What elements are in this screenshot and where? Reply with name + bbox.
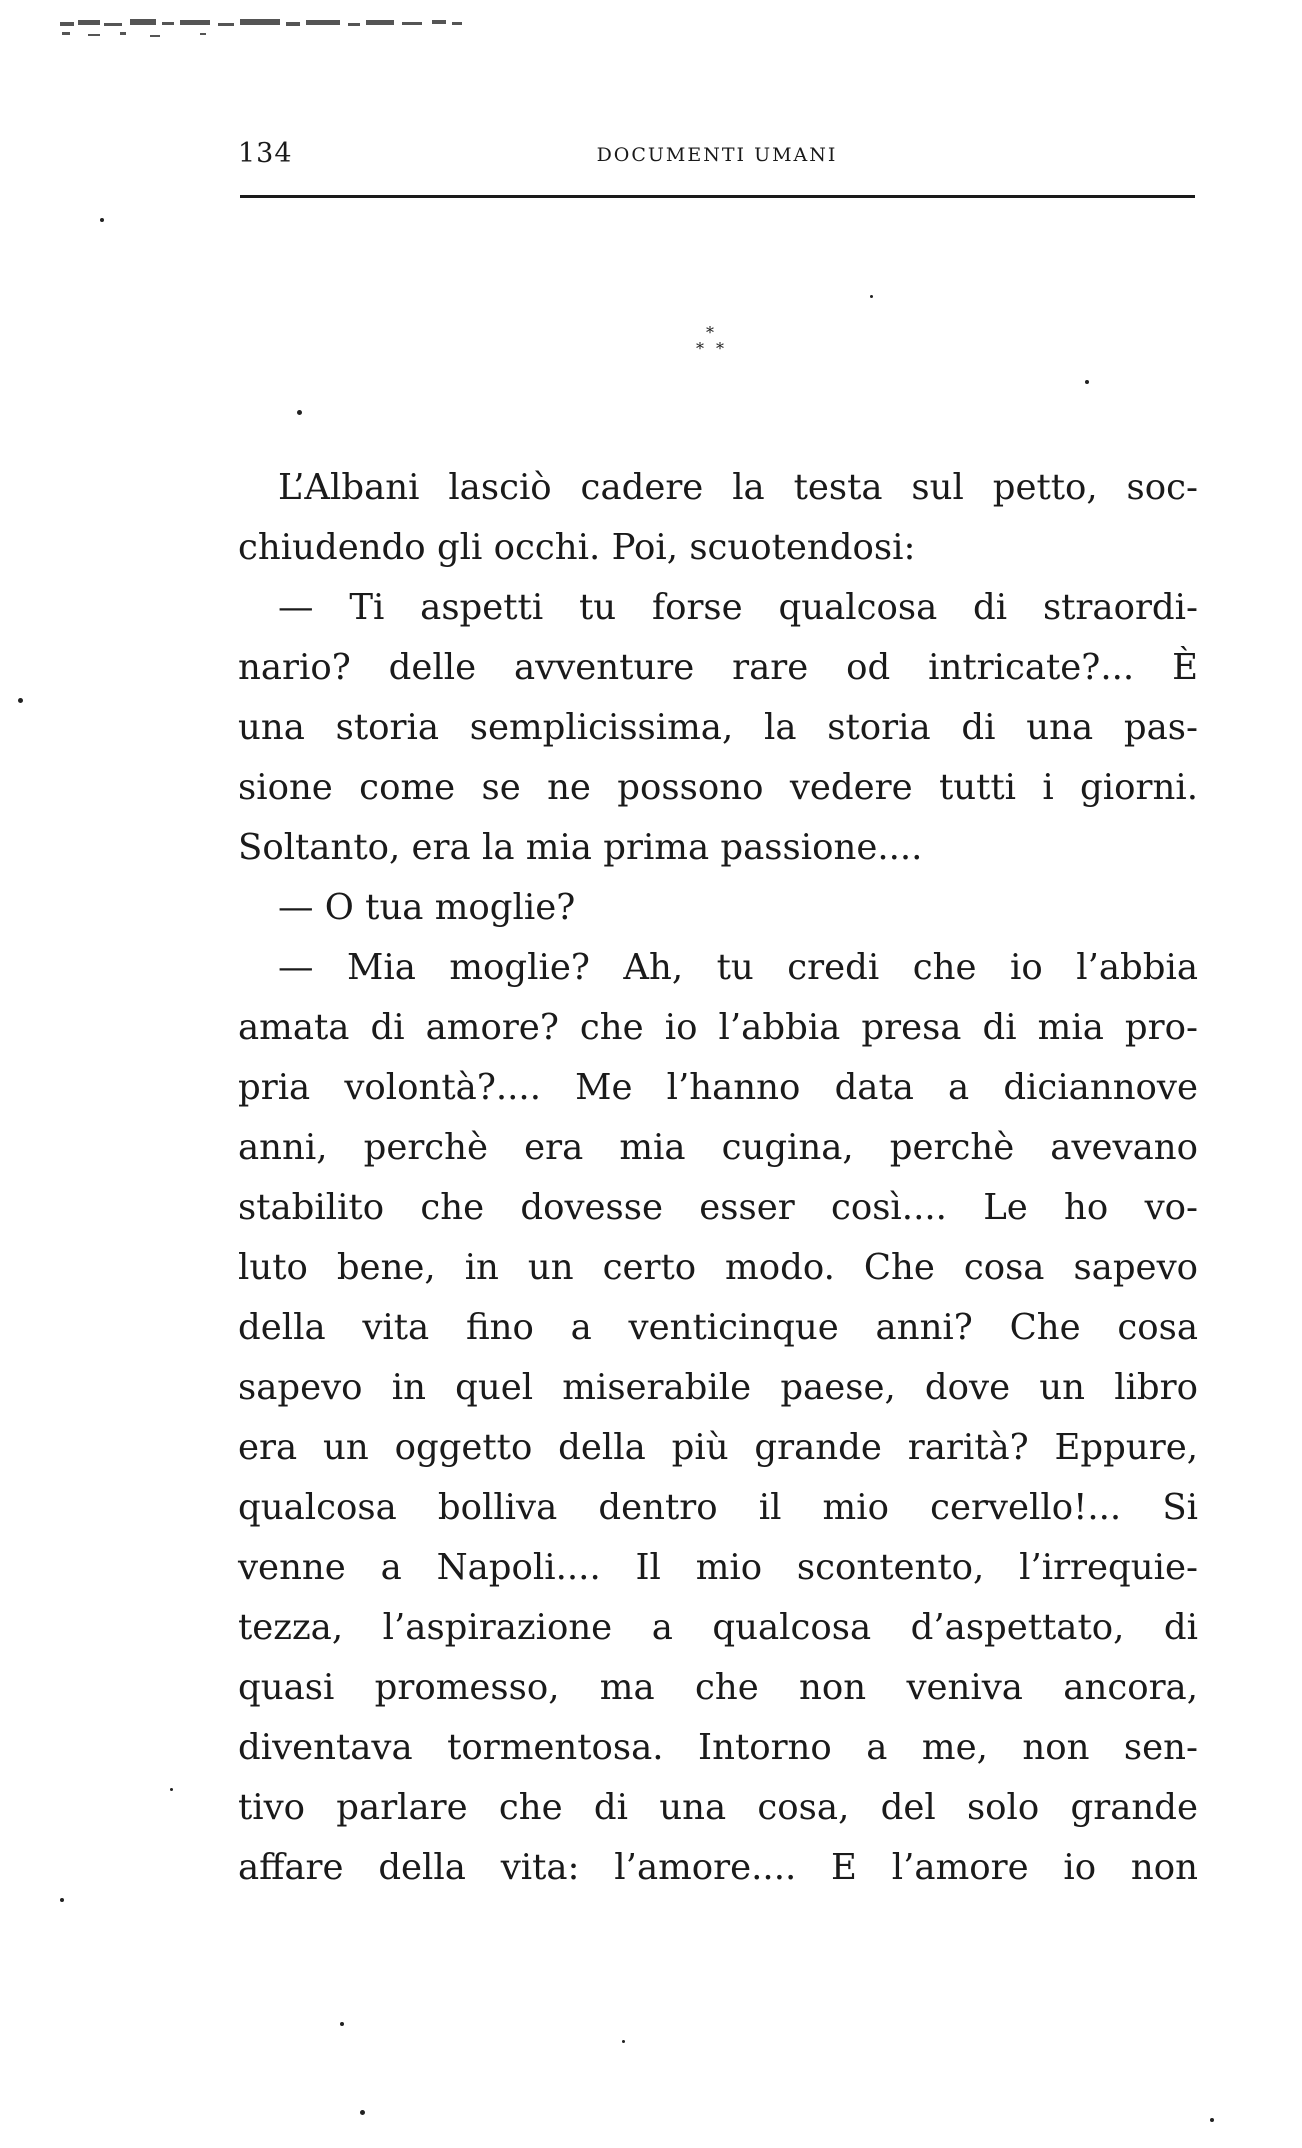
- text-line: una storia semplicissima, la storia di una pas-: [238, 707, 1198, 748]
- body-text: [238, 458, 1198, 1898]
- scan-speck: [297, 410, 302, 415]
- scan-speck: [1085, 380, 1089, 384]
- text-line: affare della vita: l’amore.... E l’amore io non: [238, 1847, 1198, 1888]
- text-line: tezza, l’aspirazione a qualcosa d’aspettato, di: [238, 1607, 1198, 1648]
- text-line: Soltanto, era la mia prima passione....: [238, 827, 923, 868]
- text-line: anni, perchè era mia cugina, perchè avevano: [238, 1127, 1198, 1168]
- running-head: [238, 138, 1196, 178]
- text-line: nario? delle avventure rare od intricate?... È: [238, 647, 1198, 688]
- svg-text:*: *: [706, 323, 714, 342]
- text-line: venne a Napoli.... Il mio scontento, l’irrequie-: [238, 1547, 1198, 1588]
- text-line: della vita fino a venticinque anni? Che cosa: [238, 1307, 1198, 1348]
- text-line: stabilito che dovesse esser così.... Le ho vo-: [238, 1187, 1198, 1228]
- page-number: 134: [238, 138, 293, 169]
- running-title: DOCUMENTI UMANI: [596, 144, 838, 166]
- scan-speck: [1210, 2118, 1214, 2122]
- text-line: era un oggetto della più grande rarità? Eppure,: [238, 1427, 1198, 1468]
- text-line: amata di amore? che io l’abbia presa di mia pro-: [238, 1007, 1198, 1048]
- text-line: qualcosa bolliva dentro il mio cervello!... Si: [238, 1487, 1198, 1528]
- section-separator-asterism: [680, 320, 740, 370]
- scan-speck: [870, 295, 873, 298]
- scan-speck: [622, 2040, 625, 2043]
- svg-text:*: *: [696, 339, 704, 358]
- text-line: luto bene, in un certo modo. Che cosa sapevo: [238, 1247, 1198, 1288]
- text-line: L’Albani lasciò cadere la testa sul petto, soc-: [278, 467, 1198, 508]
- text-line: sapevo in quel miserabile paese, dove un libro: [238, 1367, 1198, 1408]
- scan-speck: [360, 2110, 365, 2115]
- text-line: chiudendo gli occhi. Poi, scuotendosi:: [238, 527, 916, 568]
- scan-speck: [170, 1788, 173, 1791]
- scan-speck: [18, 698, 23, 703]
- svg-text:*: *: [716, 339, 724, 358]
- text-line: diventava tormentosa. Intorno a me, non sen-: [238, 1727, 1198, 1768]
- header-rule: [240, 195, 1195, 198]
- text-line: tivo parlare che di una cosa, del solo grande: [238, 1787, 1198, 1828]
- text-line: quasi promesso, ma che non veniva ancora,: [238, 1667, 1198, 1708]
- text-line: — O tua moglie?: [278, 887, 576, 928]
- text-line: — Mia moglie? Ah, tu credi che io l’abbia: [278, 947, 1198, 988]
- scan-speck: [340, 2022, 344, 2026]
- scan-noise-strip: [60, 10, 560, 50]
- asterism-glyph: [680, 320, 740, 370]
- scan-speck: [100, 218, 104, 222]
- text-line: pria volontà?.... Me l’hanno data a diciannove: [238, 1067, 1198, 1108]
- text-line: — Ti aspetti tu forse qualcosa di straordi-: [278, 587, 1198, 628]
- scan-speck: [60, 1898, 64, 1902]
- text-line: sione come se ne possono vedere tutti i giorni.: [238, 767, 1198, 808]
